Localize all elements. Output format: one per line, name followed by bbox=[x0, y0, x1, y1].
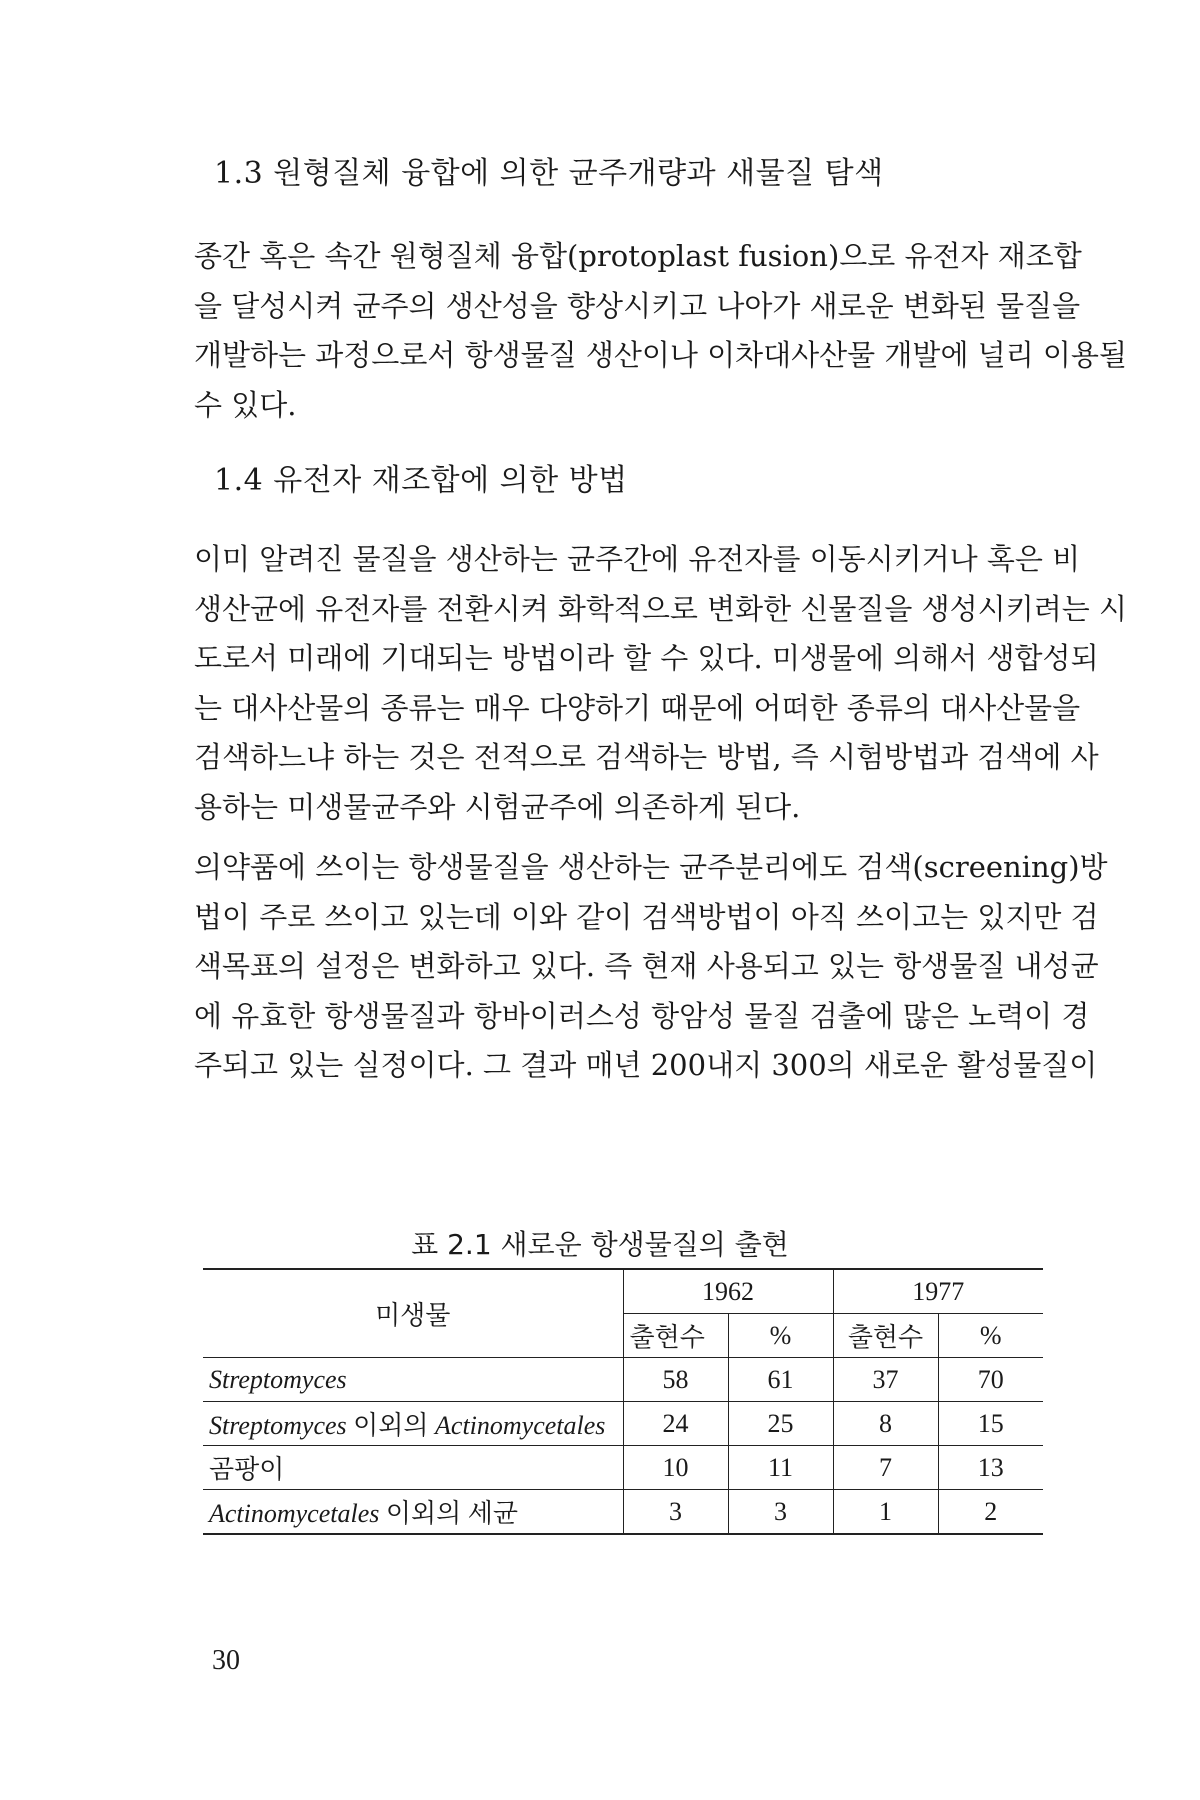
table-header-row bbox=[203, 1269, 1043, 1314]
organism-cell bbox=[203, 1490, 623, 1535]
percent-1962: 11 bbox=[728, 1446, 833, 1490]
paragraph-protoplast-fusion bbox=[194, 232, 1127, 430]
section-heading-1-4: 1.4 유전자 재조합에 의한 방법 bbox=[214, 463, 628, 498]
header-count: 출현수 bbox=[623, 1314, 728, 1358]
organism-suffix: 곰팡이 bbox=[209, 1455, 285, 1484]
percent-1977: 13 bbox=[938, 1446, 1043, 1490]
text-line: 개발하는 과정으로서 항생물질 생산이나 이차대사산물 개발에 널리 이용될 bbox=[194, 338, 1127, 372]
text-line: 에 유효한 항생물질과 항바이러스성 항암성 물질 검출에 많은 노력이 경 bbox=[194, 998, 1090, 1033]
paragraph-screening bbox=[194, 843, 1108, 1091]
organism-cell bbox=[203, 1358, 623, 1402]
count-1977: 8 bbox=[833, 1402, 938, 1446]
text-line: 이미 알려진 물질을 생산하는 균주간에 유전자를 이동시키거나 혹은 비 bbox=[194, 542, 1081, 576]
percent-1977: 15 bbox=[938, 1402, 1043, 1446]
organism-italic: Actinomycetales bbox=[209, 1499, 380, 1528]
text-line: 생산균에 유전자를 전환시켜 화학적으로 변화한 신물질을 생성시키려는 시 bbox=[194, 591, 1127, 626]
text-line: 주되고 있는 실정이다. 그 결과 매년 200내지 300의 새로운 활성물질이 bbox=[194, 1048, 1098, 1082]
table-row bbox=[203, 1358, 1043, 1402]
percent-1962: 61 bbox=[728, 1358, 833, 1402]
header-organism: 미생물 bbox=[203, 1269, 623, 1358]
text-line: 의약품에 쓰이는 항생물질을 생산하는 균주분리에도 검색(screening)방 bbox=[194, 850, 1108, 884]
text-line: 수 있다. bbox=[194, 387, 297, 422]
header-year-1962: 1962 bbox=[623, 1269, 833, 1314]
organism-suffix: 이외의 bbox=[346, 1411, 436, 1440]
paragraph-gene-recombination bbox=[194, 535, 1127, 832]
organism-italic: Streptomyces bbox=[209, 1364, 347, 1394]
text-line: 법이 주로 쓰이고 있는데 이와 같이 검색방법이 아직 쓰이고는 있지만 검 bbox=[194, 899, 1099, 934]
count-1962: 58 bbox=[623, 1358, 728, 1402]
text-line: 색목표의 설정은 변화하고 있다. 즉 현재 사용되고 있는 항생물질 내성균 bbox=[194, 949, 1099, 983]
organism-italic: Streptomyces bbox=[209, 1411, 347, 1440]
organism-cell bbox=[203, 1402, 623, 1446]
count-1977: 37 bbox=[833, 1358, 938, 1402]
table-row bbox=[203, 1402, 1043, 1446]
text-line: 을 달성시켜 균주의 생산성을 향상시키고 나아가 새로운 변화된 물질을 bbox=[194, 288, 1081, 323]
organism-italic-2: Actinomycetales bbox=[435, 1411, 606, 1440]
count-1962: 24 bbox=[623, 1402, 728, 1446]
page-number: 30 bbox=[212, 1645, 240, 1676]
count-1977: 7 bbox=[833, 1446, 938, 1490]
count-1977: 1 bbox=[833, 1490, 938, 1535]
header-percent: % bbox=[728, 1314, 833, 1358]
header-year-1977: 1977 bbox=[833, 1269, 1043, 1314]
text-line: 종간 혹은 속간 원형질체 융합(protoplast fusion)으로 유전자 재조합 bbox=[194, 239, 1082, 273]
text-line: 도로서 미래에 기대되는 방법이라 할 수 있다. 미생물에 의해서 생합성되 bbox=[194, 641, 1099, 675]
count-1962: 10 bbox=[623, 1446, 728, 1490]
percent-1977: 2 bbox=[938, 1490, 1043, 1535]
antibiotics-table bbox=[203, 1268, 1043, 1535]
header-percent: % bbox=[938, 1314, 1043, 1358]
table-caption: 표 2.1 새로운 항생물질의 출현 bbox=[411, 1228, 789, 1261]
organism-cell bbox=[203, 1446, 623, 1490]
table-row bbox=[203, 1490, 1043, 1535]
count-1962: 3 bbox=[623, 1490, 728, 1535]
text-line: 용하는 미생물균주와 시험균주에 의존하게 된다. bbox=[194, 789, 801, 824]
organism-suffix: 이외의 세균 bbox=[379, 1499, 518, 1528]
percent-1962: 3 bbox=[728, 1490, 833, 1535]
text-line: 검색하느냐 하는 것은 전적으로 검색하는 방법, 즉 시험방법과 검색에 사 bbox=[194, 740, 1099, 774]
section-heading-1-3: 1.3 원형질체 융합에 의한 균주개량과 새물질 탐색 bbox=[214, 156, 884, 191]
table-row bbox=[203, 1446, 1043, 1490]
text-line: 는 대사산물의 종류는 매우 다양하기 때문에 어떠한 종류의 대사산물을 bbox=[194, 690, 1081, 725]
percent-1962: 25 bbox=[728, 1402, 833, 1446]
header-count: 출현수 bbox=[833, 1314, 938, 1358]
percent-1977: 70 bbox=[938, 1358, 1043, 1402]
